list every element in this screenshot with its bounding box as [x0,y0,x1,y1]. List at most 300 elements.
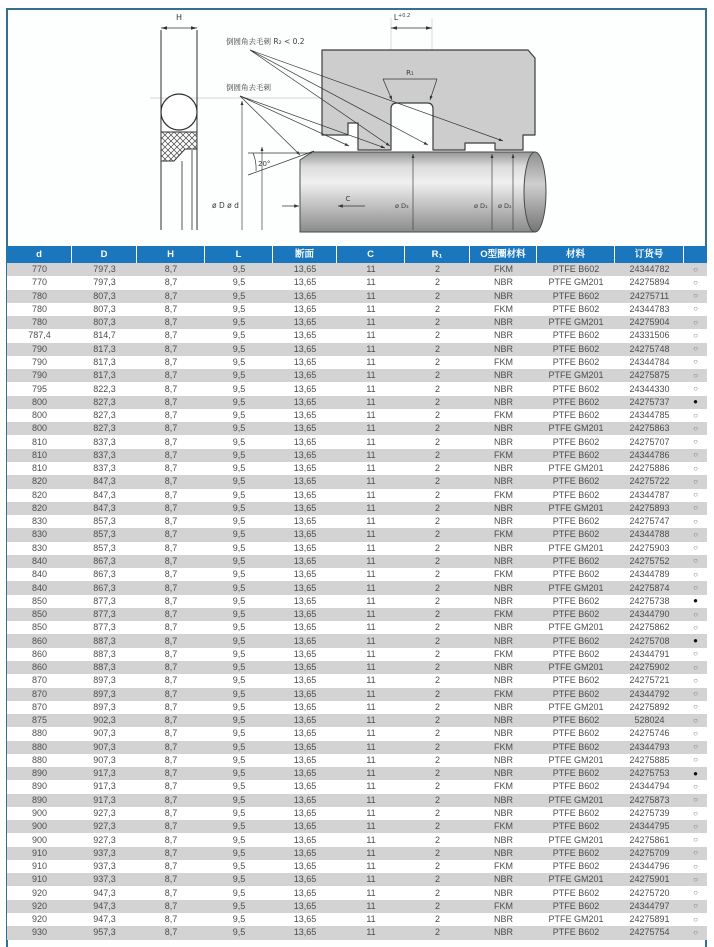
availability-dot: ○ [693,410,698,420]
table-cell: 8,7 [164,847,178,858]
table-row [7,767,707,780]
availability-dot: ● [693,596,698,606]
table-cell: 2 [434,489,440,500]
column-header [684,246,707,263]
table-row [7,820,707,833]
table-row [7,422,707,435]
table-cell: NBR [493,343,513,354]
table-cell: 2 [434,423,440,434]
rod-end-face [524,152,546,232]
table-cell: 11 [366,463,376,474]
dim-h-label: H [175,13,183,22]
table-cell: 850 [31,609,48,620]
table-cell: 13,65 [293,569,317,580]
table-cell: 790 [31,370,48,381]
table-cell: 770 [31,277,48,288]
table-cell: 8,7 [164,635,178,646]
table-cell: 11 [366,635,376,646]
dim-r1-label: R₁ [406,69,414,77]
table-cell: 2 [434,343,440,354]
table-cell: 947,3 [93,887,116,898]
table-cell: 2 [434,741,440,752]
table-cell: 8,7 [164,927,178,938]
table-cell: PTFE B602 [552,356,600,367]
table-cell: 9,5 [232,728,246,739]
table-cell: 11 [366,489,376,500]
table-cell: 8,7 [164,383,178,394]
table-cell: 11 [366,529,376,540]
table-cell: NBR [493,874,513,885]
table-cell: 830 [31,516,48,527]
table-cell: 11 [366,874,376,885]
table-cell: 887,3 [93,635,116,646]
table-cell: 11 [366,330,376,341]
table-cell: 9,5 [232,887,246,898]
table-cell: 11 [366,808,376,819]
table-cell: 8,7 [164,728,178,739]
table-cell: 8,7 [164,914,178,925]
table-cell: 24344792 [629,688,670,699]
table-cell: 24344330 [629,383,670,394]
table-cell: 13,65 [293,436,317,447]
table-cell: 11 [366,648,376,659]
table-cell: 2 [434,476,440,487]
table-cell: 24275748 [629,343,670,354]
table-cell: 9,5 [232,927,246,938]
table-cell: 817,3 [93,343,116,354]
table-cell: 11 [366,476,376,487]
table-cell: 810 [31,463,48,474]
table-cell: 897,3 [93,701,116,712]
table-row [7,528,707,541]
table-cell: 13,65 [293,808,317,819]
table-cell: 2 [434,529,440,540]
table-cell: 8,7 [164,861,178,872]
table-cell: 11 [366,715,376,726]
table-cell: 927,3 [93,821,116,832]
table-cell: 900 [31,834,48,845]
note-deburr-label: 倒圆角去毛刺 [226,83,271,92]
table-cell: 2 [434,277,440,288]
table-cell: 827,3 [93,423,116,434]
table-cell: 13,65 [293,821,317,832]
table-cell: 817,3 [93,356,116,367]
table-cell: 13,65 [293,648,317,659]
table-cell: FKM [494,569,513,580]
table-row [7,621,707,634]
column-header: O型圈材料 [470,246,537,263]
table-cell: 790 [31,343,48,354]
table-cell: FKM [494,609,513,620]
table-cell: PTFE B602 [552,648,600,659]
table-cell: PTFE B602 [552,847,600,858]
table-cell: 9,5 [232,529,246,540]
table-cell: 11 [366,768,376,779]
table-cell: 11 [366,728,376,739]
table-row [7,900,707,913]
table-cell: 920 [31,914,48,925]
table-cell: 8,7 [164,356,178,367]
table-cell: PTFE B602 [552,303,600,314]
table-cell: 877,3 [93,622,116,633]
table-cell: PTFE GM201 [548,622,604,633]
column-header: 材料 [537,246,615,263]
table-cell: NBR [493,502,513,513]
table-cell: 24275901 [629,874,670,885]
table-cell: 2 [434,516,440,527]
availability-dot: ○ [693,516,698,526]
table-cell: 9,5 [232,741,246,752]
table-cell: NBR [493,330,513,341]
availability-dot: ○ [693,317,698,327]
table-cell: 9,5 [232,808,246,819]
table-cell: 8,7 [164,303,178,314]
table-cell: 13,65 [293,330,317,341]
note-r2-label: 倒圆角去毛刺 R₂ < 0.2 [226,37,305,46]
table-cell: 8,7 [164,370,178,381]
table-row [7,926,707,939]
table-cell: PTFE B602 [552,728,600,739]
table-cell: 9,5 [232,410,246,421]
table-cell: FKM [494,303,513,314]
table-cell: 24275892 [629,701,670,712]
availability-dot: ○ [693,503,698,513]
table-cell: 24344783 [629,303,670,314]
table-cell: 790 [31,356,48,367]
table-cell: PTFE B602 [552,715,600,726]
table-cell: FKM [494,781,513,792]
table-cell: 24344786 [629,449,670,460]
table-cell: 837,3 [93,463,116,474]
table-row [7,382,707,395]
table-row [7,276,707,289]
table-cell: 2 [434,794,440,805]
table-cell: 24275738 [629,595,670,606]
table-cell: PTFE B602 [552,449,600,460]
table-cell: 11 [366,356,376,367]
availability-dot: ○ [693,609,698,619]
table-cell: 11 [366,741,376,752]
table-cell: 11 [366,662,376,673]
table-cell: 2 [434,648,440,659]
table-cell: 8,7 [164,569,178,580]
table-cell: 814,7 [93,330,116,341]
table-row [7,449,707,462]
table-cell: 887,3 [93,648,116,659]
table-cell: 8,7 [164,489,178,500]
table-cell: 8,7 [164,582,178,593]
table-cell: 11 [366,861,376,872]
table-cell: 867,3 [93,555,116,566]
table-cell: PTFE B602 [552,436,600,447]
table-cell: PTFE B602 [552,529,600,540]
table-cell: FKM [494,741,513,752]
table-cell: 900 [31,808,48,819]
table-cell: 9,5 [232,900,246,911]
table-cell: 9,5 [232,609,246,620]
table-cell: 910 [31,861,48,872]
table-cell: 8,7 [164,264,178,275]
column-header: 断面 [273,246,337,263]
availability-dot: ○ [693,490,698,500]
table-cell: NBR [493,847,513,858]
table-cell: 840 [31,555,48,566]
table-cell: 11 [366,396,376,407]
table-cell: PTFE GM201 [548,423,604,434]
table-cell: 9,5 [232,489,246,500]
table-row [7,290,707,303]
table-row [7,714,707,727]
housing-block [322,50,535,150]
table-cell: FKM [494,861,513,872]
table-cell: 24275862 [629,622,670,633]
table-cell: NBR [493,595,513,606]
table-cell: 2 [434,317,440,328]
table-cell: 877,3 [93,595,116,606]
table-cell: 24331506 [629,330,670,341]
table-cell: 8,7 [164,330,178,341]
table-header-row [7,246,707,263]
table-row [7,886,707,899]
table-cell: 780 [31,290,48,301]
table-cell: 24275861 [629,834,670,845]
table-cell: 2 [434,569,440,580]
table-cell: 9,5 [232,874,246,885]
table-cell: 9,5 [232,688,246,699]
table-cell: 9,5 [232,847,246,858]
dimension-h [161,13,197,30]
availability-dot: ○ [693,370,698,380]
table-cell: 8,7 [164,436,178,447]
table-cell: 13,65 [293,741,317,752]
availability-dot: ○ [693,675,698,685]
table-cell: 887,3 [93,662,116,673]
table-cell: 907,3 [93,728,116,739]
table-cell: 9,5 [232,675,246,686]
table-cell: PTFE GM201 [548,834,604,845]
table-cell: 847,3 [93,489,116,500]
table-cell: 840 [31,569,48,580]
availability-dot: ○ [693,715,698,725]
table-cell: 11 [366,834,376,845]
table-cell: 2 [434,542,440,553]
table-cell: 11 [366,290,376,301]
table-cell: 24344794 [629,781,670,792]
table-cell: NBR [493,555,513,566]
table-cell: 2 [434,410,440,421]
table-cell: 2 [434,436,440,447]
table-cell: NBR [493,436,513,447]
table-cell: 827,3 [93,396,116,407]
table-row [7,833,707,846]
angle-label: 20° [258,160,271,168]
table-cell: NBR [493,794,513,805]
table-cell: 2 [434,370,440,381]
table-cell: 24275753 [629,768,670,779]
table-cell: NBR [493,622,513,633]
availability-dot: ○ [693,808,698,818]
table-cell: 11 [366,370,376,381]
table-cell: 2 [434,927,440,938]
table-cell: 2 [434,463,440,474]
table-cell: PTFE B602 [552,410,600,421]
table-cell: FKM [494,821,513,832]
table-cell: 13,65 [293,622,317,633]
table-row [7,648,707,661]
table-cell: 9,5 [232,356,246,367]
dim-l-label: L [393,13,399,22]
table-cell: 13,65 [293,595,317,606]
table-cell: NBR [493,808,513,819]
table-cell: 13,65 [293,675,317,686]
dimension-Dd [212,101,262,230]
table-cell: 8,7 [164,290,178,301]
table-cell: 787,4 [28,330,51,341]
table-cell: 2 [434,754,440,765]
availability-dot: ● [693,636,698,646]
availability-dot: ○ [693,543,698,553]
table-cell: 9,5 [232,423,246,434]
seal-installation-drawing [0,0,714,247]
table-cell: 11 [366,900,376,911]
table-cell: 528024 [634,715,665,726]
table-cell: 900 [31,821,48,832]
table-cell: FKM [494,489,513,500]
table-cell: 13,65 [293,370,317,381]
availability-dot: ○ [693,437,698,447]
table-cell: 9,5 [232,383,246,394]
table-cell: 13,65 [293,264,317,275]
table-cell: 24275894 [629,277,670,288]
table-cell: 860 [31,648,48,659]
table-cell: 9,5 [232,436,246,447]
table-cell: 937,3 [93,861,116,872]
table-cell: 810 [31,436,48,447]
table-cell: 807,3 [93,303,116,314]
table-cell: 9,5 [232,264,246,275]
table-cell: 13,65 [293,383,317,394]
availability-dot: ○ [693,927,698,937]
table-cell: PTFE GM201 [548,914,604,925]
table-cell: NBR [493,582,513,593]
availability-dot: ○ [693,450,698,460]
table-cell: 24275739 [629,808,670,819]
table-cell: 13,65 [293,423,317,434]
table-cell: 13,65 [293,542,317,553]
table-cell: 2 [434,900,440,911]
table-cell: 11 [366,701,376,712]
table-cell: FKM [494,900,513,911]
table-cell: 830 [31,542,48,553]
table-cell: 2 [434,396,440,407]
table-cell: 8,7 [164,715,178,726]
table-cell: 920 [31,900,48,911]
table-cell: 2 [434,861,440,872]
table-cell: 11 [366,449,376,460]
table-cell: 24275875 [629,370,670,381]
table-cell: 8,7 [164,516,178,527]
table-cell: PTFE B602 [552,476,600,487]
table-cell: FKM [494,688,513,699]
table-row [7,595,707,608]
table-row [7,329,707,342]
table-cell: 11 [366,754,376,765]
table-row [7,688,707,701]
table-cell: 11 [366,688,376,699]
table-cell: 13,65 [293,489,317,500]
table-cell: PTFE GM201 [548,463,604,474]
table-cell: PTFE GM201 [548,317,604,328]
table-row [7,847,707,860]
availability-dot: ○ [693,795,698,805]
table-cell: PTFE B602 [552,781,600,792]
table-cell: 9,5 [232,595,246,606]
availability-dot: ○ [693,781,698,791]
table-cell: 850 [31,595,48,606]
table-cell: PTFE B602 [552,555,600,566]
table-cell: 870 [31,688,48,699]
table-cell: 8,7 [164,463,178,474]
table-row [7,263,707,276]
table-cell: 917,3 [93,794,116,805]
table-cell: 13,65 [293,874,317,885]
table-cell: 8,7 [164,741,178,752]
table-cell: 11 [366,569,376,580]
table-cell: 24344785 [629,410,670,421]
table-cell: 795 [31,383,48,394]
table-cell: 2 [434,622,440,633]
table-cell: 24275721 [629,675,670,686]
table-cell: 2 [434,701,440,712]
table-cell: 875 [31,715,48,726]
table-cell: PTFE B602 [552,688,600,699]
table-cell: 820 [31,489,48,500]
table-cell: 9,5 [232,330,246,341]
table-cell: 11 [366,343,376,354]
table-cell: NBR [493,701,513,712]
table-cell: 24275863 [629,423,670,434]
dim-Dd-label: ø D ø d [212,201,239,210]
table-cell: PTFE B602 [552,900,600,911]
table-cell: 890 [31,794,48,805]
table-cell: 9,5 [232,542,246,553]
table-cell: 11 [366,383,376,394]
table-cell: 907,3 [93,754,116,765]
table-cell: PTFE B602 [552,887,600,898]
table-cell: 807,3 [93,317,116,328]
table-cell: 11 [366,794,376,805]
column-header: d [7,246,72,263]
table-cell: 13,65 [293,396,317,407]
table-cell: PTFE B602 [552,290,600,301]
table-cell: 11 [366,542,376,553]
table-row [7,741,707,754]
table-cell: 24344793 [629,741,670,752]
column-header: L [205,246,273,263]
table-cell: 13,65 [293,861,317,872]
table-cell: 8,7 [164,675,178,686]
table-cell: 24344788 [629,529,670,540]
table-cell: 2 [434,715,440,726]
table-cell: 24344787 [629,489,670,500]
table-cell: 8,7 [164,449,178,460]
table-cell: 2 [434,502,440,513]
table-cell: 2 [434,595,440,606]
table-cell: NBR [493,317,513,328]
availability-dot: ○ [693,304,698,314]
table-cell: 13,65 [293,290,317,301]
table-cell: 910 [31,847,48,858]
